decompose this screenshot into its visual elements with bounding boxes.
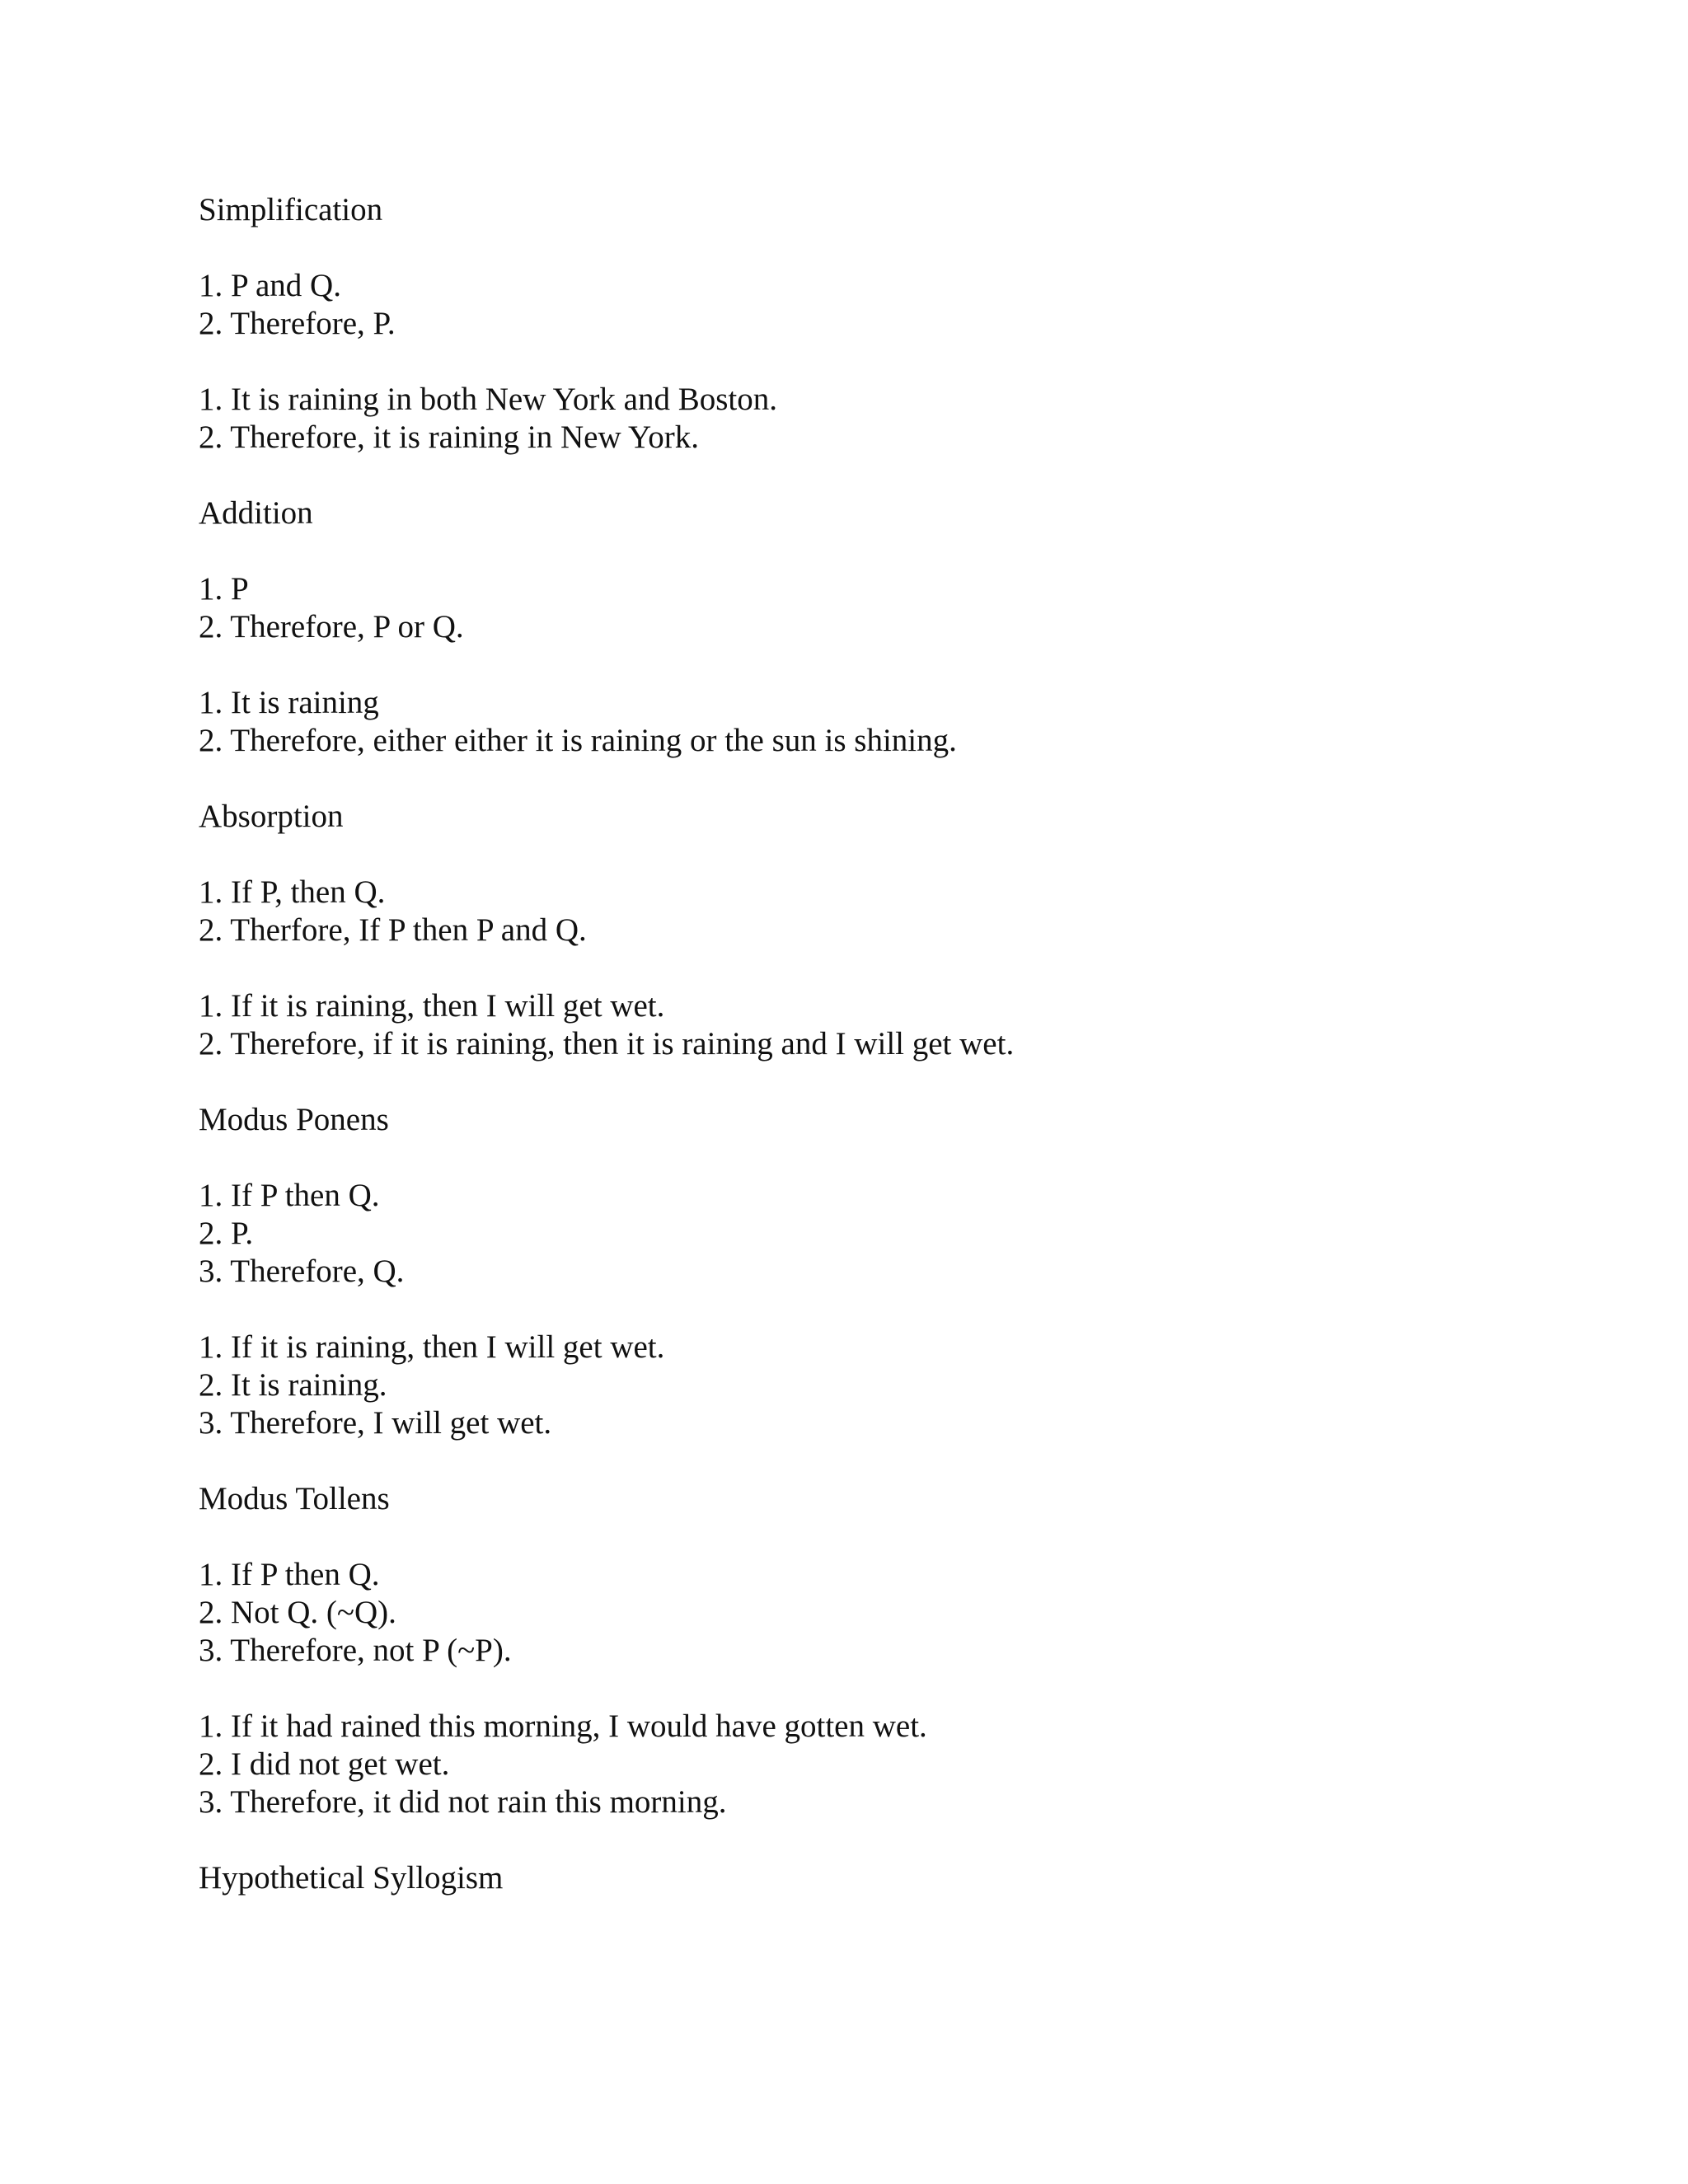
premise-line: 1. If P then Q. — [199, 1178, 380, 1213]
section-heading: Simplification — [199, 192, 383, 227]
conclusion-line: 3. Therefore, not P (~P). — [199, 1633, 512, 1668]
premise-line: 2. P. — [199, 1216, 254, 1251]
argument-example — [199, 381, 1600, 457]
conclusion-line: 2. Therefore, it is raining in New York. — [199, 419, 699, 455]
conclusion-line: 2. Therefore, if it is raining, then it is raining and I will get wet. — [199, 1026, 1015, 1062]
section-absorption — [199, 798, 1600, 1063]
conclusion-line: 3. Therefore, it did not rain this morning. — [199, 1784, 727, 1820]
premise-line: 2. It is raining. — [199, 1367, 387, 1403]
conclusion-line: 3. Therefore, I will get wet. — [199, 1405, 552, 1441]
premise-line: 1. If it is raining, then I will get wet. — [199, 988, 665, 1024]
conclusion-line: 2. Therefore, either either it is raining or the sun is shining. — [199, 723, 957, 758]
premise-line: 1. If it is raining, then I will get wet. — [199, 1329, 665, 1365]
argument-form — [199, 874, 1600, 949]
argument-example — [199, 1708, 1600, 1821]
argument-example — [199, 684, 1600, 760]
argument-form — [199, 1177, 1600, 1291]
premise-line: 1. If P then Q. — [199, 1557, 380, 1592]
section-simplification — [199, 191, 1600, 457]
premise-line: 2. I did not get wet. — [199, 1746, 450, 1782]
premise-line: 1. It is raining — [199, 685, 379, 720]
section-heading: Modus Ponens — [199, 1102, 389, 1137]
premise-line: 1. If P, then Q. — [199, 874, 386, 910]
section-hypothetical-syllogism — [199, 1859, 1600, 1897]
premise-line: 1. If it had rained this morning, I would have gotten wet. — [199, 1708, 927, 1744]
section-heading: Modus Tollens — [199, 1481, 390, 1516]
premise-line: 1. P and Q. — [199, 268, 341, 303]
premise-line: 1. P — [199, 571, 249, 607]
document-body — [199, 191, 1600, 1935]
conclusion-line: 2. Therefore, P. — [199, 306, 396, 341]
conclusion-line: 2. Therefore, P or Q. — [199, 609, 464, 644]
argument-form — [199, 570, 1600, 646]
argument-example — [199, 1329, 1600, 1442]
argument-form — [199, 1556, 1600, 1670]
section-heading: Absorption — [199, 799, 344, 834]
section-heading: Hypothetical Syllogism — [199, 1860, 504, 1896]
section-modus-ponens — [199, 1101, 1600, 1442]
argument-example — [199, 987, 1600, 1063]
section-modus-tollens — [199, 1480, 1600, 1821]
conclusion-line: 3. Therefore, Q. — [199, 1254, 405, 1289]
premise-line: 1. It is raining in both New York and Boston. — [199, 382, 777, 417]
section-addition — [199, 494, 1600, 760]
premise-line: 2. Not Q. (~Q). — [199, 1595, 396, 1630]
conclusion-line: 2. Therfore, If P then P and Q. — [199, 912, 587, 948]
argument-form — [199, 267, 1600, 343]
section-heading: Addition — [199, 495, 313, 531]
